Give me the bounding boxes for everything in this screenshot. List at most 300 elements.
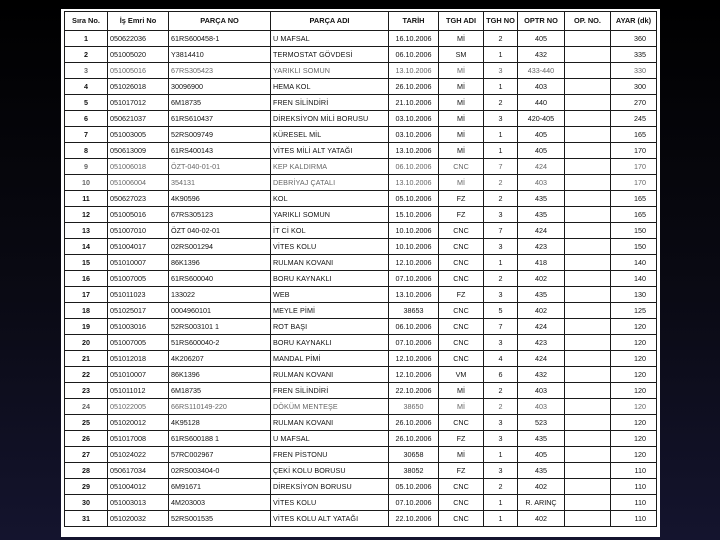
- cell-op-no: [565, 271, 611, 287]
- cell-optr-no: R. ARINÇ: [518, 495, 565, 511]
- cell-is-emri-no: 051020012: [108, 415, 169, 431]
- cell-optr-no: 403: [518, 175, 565, 191]
- table-row: [65, 495, 657, 511]
- cell-sira-no: 22: [65, 367, 108, 383]
- cell-sira-no: 1: [65, 31, 108, 47]
- cell-sira-no: 2: [65, 47, 108, 63]
- cell-parca-no: 67RS305423: [169, 63, 271, 79]
- cell-tgh-no: 1: [484, 495, 518, 511]
- cell-tgh-adi: FZ: [439, 287, 484, 303]
- cell-op-no: [565, 255, 611, 271]
- cell-optr-no: 402: [518, 511, 565, 527]
- cell-ayar: 120: [611, 351, 657, 367]
- cell-tgh-adi: Mİ: [439, 95, 484, 111]
- cell-parca-adi: YARIKLI SOMUN: [271, 207, 389, 223]
- cell-ayar: 300: [611, 79, 657, 95]
- cell-op-no: [565, 335, 611, 351]
- cell-op-no: [565, 303, 611, 319]
- cell-op-no: [565, 79, 611, 95]
- cell-sira-no: 26: [65, 431, 108, 447]
- cell-sira-no: 18: [65, 303, 108, 319]
- cell-sira-no: 23: [65, 383, 108, 399]
- cell-parca-adi: ÇEKİ KOLU BORUSU: [271, 463, 389, 479]
- cell-sira-no: 11: [65, 191, 108, 207]
- table-row: [65, 143, 657, 159]
- cell-tgh-no: 2: [484, 271, 518, 287]
- cell-parca-no: 6M18735: [169, 95, 271, 111]
- cell-ayar: 270: [611, 95, 657, 111]
- cell-parca-adi: FREN SİLİNDİRİ: [271, 383, 389, 399]
- cell-parca-no: 51RS600040-2: [169, 335, 271, 351]
- cell-parca-no: ÖZT-040-01-01: [169, 159, 271, 175]
- cell-ayar: 330: [611, 63, 657, 79]
- cell-parca-adi: İT Cİ KOL: [271, 223, 389, 239]
- cell-op-no: [565, 447, 611, 463]
- cell-parca-no: 0004960101: [169, 303, 271, 319]
- cell-sira-no: 9: [65, 159, 108, 175]
- cell-tgh-adi: CNC: [439, 415, 484, 431]
- cell-parca-no: Y3814410: [169, 47, 271, 63]
- cell-sira-no: 30: [65, 495, 108, 511]
- cell-tgh-adi: Mİ: [439, 383, 484, 399]
- cell-tarih: 38052: [389, 463, 439, 479]
- cell-parca-adi: MANDAL PİMİ: [271, 351, 389, 367]
- table-row: [65, 351, 657, 367]
- cell-sira-no: 21: [65, 351, 108, 367]
- header-op-no: OP. NO.: [565, 12, 611, 31]
- cell-is-emri-no: 051004012: [108, 479, 169, 495]
- cell-sira-no: 13: [65, 223, 108, 239]
- cell-tarih: 13.10.2006: [389, 63, 439, 79]
- cell-ayar: 170: [611, 143, 657, 159]
- cell-tarih: 15.10.2006: [389, 207, 439, 223]
- cell-tgh-no: 3: [484, 111, 518, 127]
- table-row: [65, 31, 657, 47]
- header-optr-no: OPTR NO: [518, 12, 565, 31]
- cell-parca-no: 61RS600040: [169, 271, 271, 287]
- cell-ayar: 120: [611, 335, 657, 351]
- cell-is-emri-no: 051004017: [108, 239, 169, 255]
- cell-is-emri-no: 051006018: [108, 159, 169, 175]
- cell-tarih: 30658: [389, 447, 439, 463]
- cell-ayar: 120: [611, 447, 657, 463]
- table-row: [65, 175, 657, 191]
- cell-ayar: 110: [611, 511, 657, 527]
- cell-parca-no: 4M203003: [169, 495, 271, 511]
- work-order-table: [64, 11, 657, 527]
- table-row: [65, 159, 657, 175]
- cell-op-no: [565, 175, 611, 191]
- header-tgh-no: TGH NO: [484, 12, 518, 31]
- cell-parca-adi: DİREKSİYON MİLİ BORUSU: [271, 111, 389, 127]
- cell-is-emri-no: 051003005: [108, 127, 169, 143]
- cell-op-no: [565, 143, 611, 159]
- cell-optr-no: 424: [518, 159, 565, 175]
- cell-parca-no: 4K95128: [169, 415, 271, 431]
- cell-tarih: 12.10.2006: [389, 255, 439, 271]
- cell-tarih: 10.10.2006: [389, 239, 439, 255]
- cell-is-emri-no: 051005020: [108, 47, 169, 63]
- cell-is-emri-no: 051010007: [108, 255, 169, 271]
- cell-ayar: 170: [611, 159, 657, 175]
- cell-tgh-adi: Mİ: [439, 31, 484, 47]
- cell-ayar: 360: [611, 31, 657, 47]
- cell-tgh-no: 2: [484, 399, 518, 415]
- cell-tgh-no: 3: [484, 463, 518, 479]
- table-row: [65, 191, 657, 207]
- cell-optr-no: 405: [518, 447, 565, 463]
- cell-ayar: 140: [611, 255, 657, 271]
- cell-is-emri-no: 051011023: [108, 287, 169, 303]
- cell-tgh-no: 7: [484, 319, 518, 335]
- cell-is-emri-no: 051006004: [108, 175, 169, 191]
- cell-tarih: 26.10.2006: [389, 415, 439, 431]
- cell-tarih: 03.10.2006: [389, 111, 439, 127]
- cell-tarih: 06.10.2006: [389, 47, 439, 63]
- cell-op-no: [565, 207, 611, 223]
- cell-sira-no: 24: [65, 399, 108, 415]
- cell-op-no: [565, 415, 611, 431]
- cell-ayar: 110: [611, 479, 657, 495]
- cell-sira-no: 7: [65, 127, 108, 143]
- cell-tgh-adi: Mİ: [439, 175, 484, 191]
- cell-ayar: 120: [611, 415, 657, 431]
- header-parca-no: PARÇA NO: [169, 12, 271, 31]
- cell-optr-no: 424: [518, 223, 565, 239]
- cell-optr-no: 435: [518, 287, 565, 303]
- table-row: [65, 95, 657, 111]
- cell-parca-adi: FREN SİLİNDİRİ: [271, 95, 389, 111]
- cell-parca-adi: VİTES KOLU: [271, 495, 389, 511]
- cell-tgh-adi: Mİ: [439, 399, 484, 415]
- cell-is-emri-no: 050627023: [108, 191, 169, 207]
- cell-tgh-no: 1: [484, 447, 518, 463]
- cell-optr-no: 402: [518, 271, 565, 287]
- cell-tgh-no: 1: [484, 143, 518, 159]
- cell-ayar: 150: [611, 239, 657, 255]
- table-row: [65, 367, 657, 383]
- cell-tgh-adi: Mİ: [439, 111, 484, 127]
- cell-tarih: 16.10.2006: [389, 31, 439, 47]
- cell-op-no: [565, 367, 611, 383]
- cell-tarih: 12.10.2006: [389, 351, 439, 367]
- cell-tgh-no: 3: [484, 335, 518, 351]
- table-row: [65, 511, 657, 527]
- cell-tarih: 26.10.2006: [389, 79, 439, 95]
- cell-optr-no: 402: [518, 479, 565, 495]
- cell-is-emri-no: 051012018: [108, 351, 169, 367]
- cell-ayar: 120: [611, 431, 657, 447]
- table-row: [65, 335, 657, 351]
- cell-parca-no: 4K90596: [169, 191, 271, 207]
- cell-parca-adi: TERMOSTAT GÖVDESİ: [271, 47, 389, 63]
- cell-tgh-adi: Mİ: [439, 63, 484, 79]
- cell-tarih: 05.10.2006: [389, 191, 439, 207]
- cell-parca-adi: KEP KALDIRMA: [271, 159, 389, 175]
- cell-tgh-no: 3: [484, 63, 518, 79]
- cell-parca-adi: DİREKSİYON BORUSU: [271, 479, 389, 495]
- cell-tgh-no: 1: [484, 79, 518, 95]
- cell-parca-adi: MEYLE PİMİ: [271, 303, 389, 319]
- cell-optr-no: 440: [518, 95, 565, 111]
- cell-op-no: [565, 239, 611, 255]
- cell-op-no: [565, 495, 611, 511]
- cell-sira-no: 20: [65, 335, 108, 351]
- cell-tgh-no: 6: [484, 367, 518, 383]
- cell-parca-no: 6M91671: [169, 479, 271, 495]
- cell-is-emri-no: 051010007: [108, 367, 169, 383]
- cell-parca-adi: VİTES KOLU ALT YATAĞI: [271, 511, 389, 527]
- cell-optr-no: 435: [518, 207, 565, 223]
- cell-ayar: 165: [611, 207, 657, 223]
- cell-op-no: [565, 351, 611, 367]
- cell-sira-no: 12: [65, 207, 108, 223]
- cell-tarih: 05.10.2006: [389, 479, 439, 495]
- cell-ayar: 120: [611, 399, 657, 415]
- cell-op-no: [565, 479, 611, 495]
- cell-tgh-adi: CNC: [439, 303, 484, 319]
- cell-tgh-adi: CNC: [439, 351, 484, 367]
- cell-optr-no: 433-440: [518, 63, 565, 79]
- cell-is-emri-no: 051007005: [108, 335, 169, 351]
- table-row: [65, 63, 657, 79]
- cell-tgh-no: 1: [484, 255, 518, 271]
- cell-ayar: 125: [611, 303, 657, 319]
- cell-ayar: 120: [611, 383, 657, 399]
- cell-parca-adi: KOL: [271, 191, 389, 207]
- cell-sira-no: 8: [65, 143, 108, 159]
- table-row: [65, 447, 657, 463]
- cell-is-emri-no: 051017012: [108, 95, 169, 111]
- cell-is-emri-no: 050613009: [108, 143, 169, 159]
- cell-parca-no: 61RS610437: [169, 111, 271, 127]
- cell-ayar: 165: [611, 191, 657, 207]
- cell-tgh-adi: Mİ: [439, 79, 484, 95]
- cell-ayar: 120: [611, 319, 657, 335]
- cell-is-emri-no: 051005016: [108, 63, 169, 79]
- cell-tgh-no: 4: [484, 351, 518, 367]
- cell-is-emri-no: 051024022: [108, 447, 169, 463]
- cell-sira-no: 5: [65, 95, 108, 111]
- cell-tgh-adi: FZ: [439, 431, 484, 447]
- cell-tgh-no: 2: [484, 31, 518, 47]
- cell-tgh-adi: FZ: [439, 207, 484, 223]
- cell-optr-no: 405: [518, 143, 565, 159]
- table-row: [65, 79, 657, 95]
- table-row: [65, 415, 657, 431]
- cell-parca-no: 02RS001294: [169, 239, 271, 255]
- cell-sira-no: 3: [65, 63, 108, 79]
- cell-op-no: [565, 319, 611, 335]
- cell-tgh-adi: FZ: [439, 463, 484, 479]
- cell-is-emri-no: 051003016: [108, 319, 169, 335]
- cell-tgh-no: 3: [484, 207, 518, 223]
- cell-parca-no: 86K1396: [169, 367, 271, 383]
- cell-tarih: 13.10.2006: [389, 287, 439, 303]
- table-row: [65, 463, 657, 479]
- cell-parca-no: 66RS110149-220: [169, 399, 271, 415]
- cell-op-no: [565, 383, 611, 399]
- cell-parca-no: 52RS003101 1: [169, 319, 271, 335]
- table-header-row: [65, 12, 657, 31]
- cell-ayar: 140: [611, 271, 657, 287]
- cell-is-emri-no: 051026018: [108, 79, 169, 95]
- cell-tgh-adi: VM: [439, 367, 484, 383]
- cell-tgh-adi: CNC: [439, 271, 484, 287]
- cell-op-no: [565, 47, 611, 63]
- cell-parca-no: ÖZT 040-02-01: [169, 223, 271, 239]
- cell-tgh-adi: CNC: [439, 479, 484, 495]
- cell-tgh-adi: CNC: [439, 335, 484, 351]
- table-row: [65, 127, 657, 143]
- cell-tarih: 22.10.2006: [389, 383, 439, 399]
- table-row: [65, 431, 657, 447]
- cell-tgh-no: 2: [484, 175, 518, 191]
- cell-sira-no: 10: [65, 175, 108, 191]
- cell-is-emri-no: 051022005: [108, 399, 169, 415]
- cell-is-emri-no: 051005016: [108, 207, 169, 223]
- cell-ayar: 110: [611, 495, 657, 511]
- cell-sira-no: 28: [65, 463, 108, 479]
- cell-parca-adi: ROT BAŞI: [271, 319, 389, 335]
- table-row: [65, 47, 657, 63]
- cell-op-no: [565, 463, 611, 479]
- header-sira-no: Sıra No.: [65, 12, 108, 31]
- table-row: [65, 399, 657, 415]
- cell-parca-adi: DÖKÜM MENTEŞE: [271, 399, 389, 415]
- cell-tgh-no: 1: [484, 47, 518, 63]
- cell-parca-no: 354131: [169, 175, 271, 191]
- cell-tarih: 22.10.2006: [389, 511, 439, 527]
- cell-tgh-adi: CNC: [439, 223, 484, 239]
- cell-sira-no: 17: [65, 287, 108, 303]
- table-row: [65, 479, 657, 495]
- cell-parca-no: 4K206207: [169, 351, 271, 367]
- cell-tgh-adi: Mİ: [439, 447, 484, 463]
- table-row: [65, 287, 657, 303]
- cell-parca-adi: RULMAN KOVANI: [271, 415, 389, 431]
- cell-optr-no: 523: [518, 415, 565, 431]
- cell-parca-no: 61RS600188 1: [169, 431, 271, 447]
- cell-tarih: 26.10.2006: [389, 431, 439, 447]
- cell-sira-no: 27: [65, 447, 108, 463]
- cell-op-no: [565, 111, 611, 127]
- cell-tgh-no: 7: [484, 223, 518, 239]
- header-is-emri-no: İş Emri No: [108, 12, 169, 31]
- cell-parca-no: 133022: [169, 287, 271, 303]
- cell-ayar: 150: [611, 223, 657, 239]
- cell-parca-no: 61RS600458-1: [169, 31, 271, 47]
- cell-optr-no: 403: [518, 79, 565, 95]
- cell-tgh-adi: CNC: [439, 495, 484, 511]
- table-row: [65, 207, 657, 223]
- cell-is-emri-no: 050622036: [108, 31, 169, 47]
- cell-tgh-no: 2: [484, 191, 518, 207]
- cell-tgh-no: 5: [484, 303, 518, 319]
- cell-parca-adi: RULMAN KOVANI: [271, 255, 389, 271]
- cell-sira-no: 16: [65, 271, 108, 287]
- cell-tarih: 06.10.2006: [389, 319, 439, 335]
- cell-is-emri-no: 050621037: [108, 111, 169, 127]
- cell-op-no: [565, 63, 611, 79]
- cell-parca-adi: BORU KAYNAKLI: [271, 335, 389, 351]
- table-row: [65, 271, 657, 287]
- cell-op-no: [565, 159, 611, 175]
- cell-parca-adi: VİTES KOLU: [271, 239, 389, 255]
- cell-is-emri-no: 051011012: [108, 383, 169, 399]
- cell-is-emri-no: 051025017: [108, 303, 169, 319]
- cell-ayar: 335: [611, 47, 657, 63]
- cell-parca-adi: HEMA KOL: [271, 79, 389, 95]
- header-tarih: TARİH: [389, 12, 439, 31]
- cell-tgh-adi: CNC: [439, 511, 484, 527]
- table-row: [65, 383, 657, 399]
- cell-parca-adi: BORU KAYNAKLI: [271, 271, 389, 287]
- cell-parca-adi: YARIKLI SOMUN: [271, 63, 389, 79]
- table-row: [65, 239, 657, 255]
- cell-sira-no: 25: [65, 415, 108, 431]
- cell-tgh-no: 3: [484, 287, 518, 303]
- cell-optr-no: 435: [518, 463, 565, 479]
- cell-tgh-adi: Mİ: [439, 127, 484, 143]
- cell-parca-no: 02RS003404-0: [169, 463, 271, 479]
- cell-parca-adi: RULMAN KOVANI: [271, 367, 389, 383]
- cell-op-no: [565, 223, 611, 239]
- cell-tgh-no: 1: [484, 127, 518, 143]
- cell-op-no: [565, 399, 611, 415]
- cell-optr-no: 424: [518, 351, 565, 367]
- cell-parca-no: 86K1396: [169, 255, 271, 271]
- cell-is-emri-no: 051020032: [108, 511, 169, 527]
- cell-optr-no: 435: [518, 431, 565, 447]
- header-tgh-adi: TGH ADI: [439, 12, 484, 31]
- cell-tgh-adi: Mİ: [439, 143, 484, 159]
- cell-sira-no: 29: [65, 479, 108, 495]
- cell-parca-no: 52RS001535: [169, 511, 271, 527]
- cell-is-emri-no: 051017008: [108, 431, 169, 447]
- cell-tgh-adi: CNC: [439, 255, 484, 271]
- cell-optr-no: 420-405: [518, 111, 565, 127]
- cell-parca-adi: DEBRİYAJ ÇATALI: [271, 175, 389, 191]
- cell-optr-no: 423: [518, 335, 565, 351]
- cell-ayar: 110: [611, 463, 657, 479]
- cell-op-no: [565, 191, 611, 207]
- cell-tarih: 10.10.2006: [389, 223, 439, 239]
- cell-tarih: 13.10.2006: [389, 143, 439, 159]
- cell-sira-no: 4: [65, 79, 108, 95]
- cell-is-emri-no: 050617034: [108, 463, 169, 479]
- cell-parca-no: 30096900: [169, 79, 271, 95]
- table-row: [65, 111, 657, 127]
- cell-op-no: [565, 95, 611, 111]
- cell-tgh-no: 7: [484, 159, 518, 175]
- cell-optr-no: 432: [518, 367, 565, 383]
- cell-tgh-no: 1: [484, 511, 518, 527]
- cell-tarih: 07.10.2006: [389, 495, 439, 511]
- cell-tgh-adi: SM: [439, 47, 484, 63]
- cell-sira-no: 15: [65, 255, 108, 271]
- cell-tarih: 21.10.2006: [389, 95, 439, 111]
- cell-op-no: [565, 31, 611, 47]
- cell-tgh-no: 2: [484, 383, 518, 399]
- cell-tgh-no: 3: [484, 415, 518, 431]
- cell-optr-no: 403: [518, 383, 565, 399]
- cell-tarih: 12.10.2006: [389, 367, 439, 383]
- cell-op-no: [565, 287, 611, 303]
- cell-parca-adi: U MAFSAL: [271, 431, 389, 447]
- cell-tarih: 38653: [389, 303, 439, 319]
- cell-is-emri-no: 051007010: [108, 223, 169, 239]
